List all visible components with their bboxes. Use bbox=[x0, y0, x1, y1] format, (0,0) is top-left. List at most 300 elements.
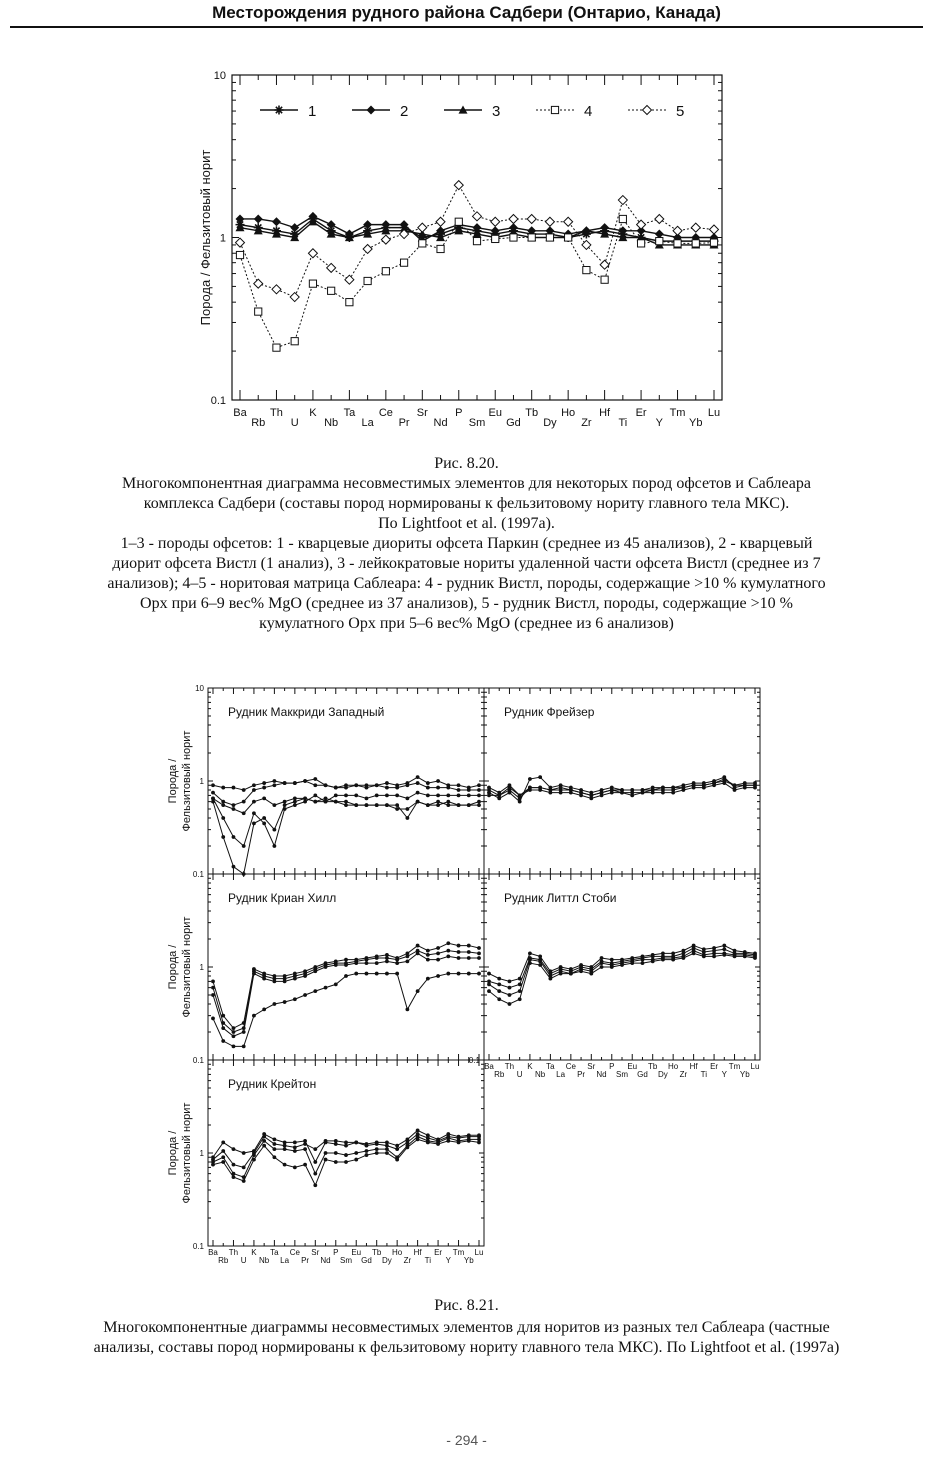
y-axis-label: Порода / bbox=[167, 944, 179, 990]
data-point bbox=[385, 794, 389, 798]
data-point bbox=[641, 958, 645, 962]
x-tick-label: Dy bbox=[382, 1256, 392, 1265]
fig1-caption-line: анализов); 4–5 - норитовая матрица Саблеара: 4 - рудник Вистл, породы, содержащие >10 % кумулатного bbox=[107, 575, 826, 592]
data-point bbox=[375, 803, 379, 807]
data-point bbox=[303, 993, 307, 997]
data-point bbox=[242, 1179, 246, 1183]
data-point bbox=[365, 803, 369, 807]
data-point bbox=[345, 275, 354, 284]
series-line bbox=[213, 974, 479, 1047]
data-point bbox=[334, 982, 338, 986]
data-point bbox=[436, 1142, 440, 1146]
data-point bbox=[620, 791, 624, 795]
data-point bbox=[583, 267, 590, 274]
data-point bbox=[262, 1008, 266, 1012]
data-point bbox=[221, 803, 225, 807]
figure-8-21-chart bbox=[150, 678, 780, 1288]
x-tick-label: Zr bbox=[679, 1070, 688, 1079]
x-tick-label: Sr bbox=[587, 1062, 596, 1071]
data-point bbox=[710, 239, 717, 246]
data-point bbox=[467, 972, 471, 976]
data-point bbox=[221, 816, 225, 820]
data-point bbox=[528, 234, 535, 241]
data-point bbox=[600, 791, 604, 795]
data-point bbox=[743, 955, 747, 959]
data-point bbox=[232, 1026, 236, 1030]
data-point bbox=[334, 963, 338, 967]
data-point bbox=[436, 217, 445, 226]
x-tick-label: Y bbox=[721, 1070, 727, 1079]
sample-series bbox=[211, 791, 481, 848]
data-point bbox=[375, 794, 379, 798]
data-point bbox=[497, 989, 501, 993]
data-point bbox=[600, 260, 609, 269]
data-point bbox=[211, 993, 215, 997]
data-point bbox=[221, 1155, 225, 1159]
data-point bbox=[365, 1153, 369, 1157]
data-point bbox=[262, 781, 266, 785]
data-point bbox=[674, 240, 681, 247]
data-point bbox=[418, 223, 427, 232]
data-point bbox=[303, 974, 307, 978]
data-point bbox=[528, 786, 532, 790]
x-tick-label: Yb bbox=[739, 1070, 750, 1079]
data-point bbox=[710, 225, 719, 234]
data-point bbox=[446, 941, 450, 945]
data-point bbox=[527, 214, 536, 223]
data-point bbox=[293, 1141, 297, 1145]
data-point bbox=[211, 980, 215, 984]
fig2-caption bbox=[8, 1318, 925, 1358]
legend-label: 4 bbox=[584, 103, 593, 120]
data-point bbox=[610, 788, 614, 792]
x-tick-label: La bbox=[556, 1070, 566, 1079]
data-point bbox=[262, 977, 266, 981]
data-point bbox=[303, 1163, 307, 1167]
x-tick-label: Rb bbox=[251, 417, 266, 429]
data-point bbox=[272, 1142, 276, 1146]
data-point bbox=[313, 969, 317, 973]
x-tick-label: Tb bbox=[372, 1248, 382, 1257]
y-tick-label: 0.1 bbox=[210, 395, 226, 407]
data-point bbox=[546, 234, 553, 241]
x-tick-label: U bbox=[516, 1070, 523, 1079]
data-point bbox=[446, 1139, 450, 1143]
data-point bbox=[446, 794, 450, 798]
data-point bbox=[232, 1175, 236, 1179]
data-point bbox=[221, 800, 225, 804]
data-point bbox=[477, 803, 481, 807]
data-point bbox=[262, 1144, 266, 1148]
data-point bbox=[477, 956, 481, 960]
data-point bbox=[313, 800, 317, 804]
y-axis-label: Порода / Фельзитовый норит bbox=[198, 149, 213, 326]
x-tick-label: Tm bbox=[669, 407, 686, 419]
data-point bbox=[457, 956, 461, 960]
panel bbox=[484, 874, 760, 1079]
data-point bbox=[559, 972, 563, 976]
legend-label: 1 bbox=[308, 103, 317, 120]
data-point bbox=[673, 226, 682, 235]
data-point bbox=[381, 235, 390, 244]
x-tick-label: Th bbox=[228, 1248, 239, 1257]
data-point bbox=[375, 1151, 379, 1155]
x-tick-label: Er bbox=[635, 407, 647, 419]
data-point bbox=[497, 982, 501, 986]
data-point bbox=[375, 961, 379, 965]
y-tick-label: 1 bbox=[219, 232, 226, 245]
data-point bbox=[385, 1147, 389, 1151]
data-point bbox=[344, 800, 348, 804]
data-point bbox=[395, 1158, 399, 1162]
data-point bbox=[273, 344, 280, 351]
data-point bbox=[242, 1030, 246, 1034]
data-point bbox=[455, 218, 462, 225]
data-point bbox=[303, 800, 307, 804]
data-point bbox=[313, 1147, 317, 1151]
data-point bbox=[365, 972, 369, 976]
panel bbox=[484, 688, 760, 874]
data-point bbox=[548, 977, 552, 981]
data-point bbox=[446, 955, 450, 959]
panel-title: Рудник Фрейзер bbox=[504, 705, 595, 719]
y-axis-label: Порода / bbox=[167, 1130, 179, 1176]
data-point bbox=[395, 803, 399, 807]
data-point bbox=[467, 956, 471, 960]
data-point bbox=[446, 949, 450, 953]
data-point bbox=[242, 811, 246, 815]
data-point bbox=[467, 794, 471, 798]
y-tick-label: 1 bbox=[199, 1149, 204, 1158]
x-tick-label: Ba bbox=[233, 407, 247, 419]
panel-title: Рудник Литтл Стоби bbox=[504, 891, 617, 905]
x-tick-label: Th bbox=[270, 407, 283, 419]
data-point bbox=[354, 1158, 358, 1162]
data-point bbox=[272, 1147, 276, 1151]
data-point bbox=[272, 1155, 276, 1159]
data-point bbox=[293, 781, 297, 785]
data-point bbox=[436, 786, 440, 790]
data-point bbox=[313, 783, 317, 787]
x-tick-label: Ba bbox=[484, 1062, 494, 1071]
data-point bbox=[436, 958, 440, 962]
x-tick-label: Nb bbox=[259, 1256, 270, 1265]
data-point bbox=[712, 955, 716, 959]
data-point bbox=[313, 1172, 317, 1176]
y-axis-label: Фельзитовый норит bbox=[181, 730, 193, 832]
data-point bbox=[446, 800, 450, 804]
data-point bbox=[293, 1145, 297, 1149]
data-point bbox=[272, 1138, 276, 1142]
data-point bbox=[467, 950, 471, 954]
panel bbox=[208, 688, 484, 876]
data-point bbox=[753, 956, 757, 960]
data-point bbox=[303, 779, 307, 783]
data-point bbox=[385, 1151, 389, 1155]
data-point bbox=[569, 788, 573, 792]
data-point bbox=[477, 972, 481, 976]
data-point bbox=[365, 958, 369, 962]
data-point bbox=[293, 796, 297, 800]
data-point bbox=[252, 1158, 256, 1162]
data-point bbox=[467, 803, 471, 807]
data-point bbox=[419, 240, 426, 247]
data-point bbox=[255, 308, 262, 315]
data-point bbox=[293, 997, 297, 1001]
x-tick-label: Nb bbox=[535, 1070, 546, 1079]
data-point bbox=[344, 974, 348, 978]
data-point bbox=[457, 944, 461, 948]
data-point bbox=[308, 249, 317, 258]
data-point bbox=[477, 1141, 481, 1145]
data-point bbox=[641, 791, 645, 795]
data-point bbox=[283, 781, 287, 785]
data-point bbox=[354, 961, 358, 965]
data-point bbox=[722, 953, 726, 957]
y-tick-label: 0.1 bbox=[192, 1242, 204, 1251]
data-point bbox=[324, 965, 328, 969]
legend-label: 5 bbox=[676, 103, 685, 120]
data-point bbox=[487, 982, 491, 986]
data-point bbox=[364, 277, 371, 284]
fig1-caption-line: кумулатного Opx при 5–6 вес% MgO (среднее из 6 анализов) bbox=[259, 615, 674, 632]
x-tick-label: Eu bbox=[351, 1248, 362, 1257]
data-point bbox=[467, 944, 471, 948]
data-point bbox=[232, 807, 236, 811]
x-tick-label: Pr bbox=[398, 417, 410, 429]
data-point bbox=[395, 807, 399, 811]
data-point bbox=[538, 959, 542, 963]
data-point bbox=[395, 786, 399, 790]
data-point bbox=[313, 777, 317, 781]
data-point bbox=[232, 1030, 236, 1034]
x-tick-label: Gd bbox=[506, 417, 521, 429]
x-tick-label: Sr bbox=[311, 1248, 320, 1257]
data-point bbox=[211, 800, 215, 804]
data-point bbox=[303, 796, 307, 800]
data-point bbox=[641, 961, 645, 965]
data-point bbox=[344, 1141, 348, 1145]
data-point bbox=[405, 955, 409, 959]
panel bbox=[208, 874, 484, 1060]
data-point bbox=[232, 1034, 236, 1038]
data-point bbox=[382, 268, 389, 275]
x-tick-label: Ho bbox=[561, 407, 576, 419]
data-point bbox=[655, 214, 664, 223]
data-point bbox=[559, 786, 563, 790]
data-point bbox=[436, 794, 440, 798]
data-point bbox=[405, 959, 409, 963]
data-point bbox=[620, 963, 624, 967]
data-point bbox=[252, 811, 256, 815]
data-point bbox=[327, 263, 336, 272]
data-point bbox=[569, 972, 573, 976]
data-point bbox=[651, 959, 655, 963]
data-point bbox=[477, 788, 481, 792]
data-point bbox=[334, 800, 338, 804]
data-point bbox=[334, 1151, 338, 1155]
data-point bbox=[457, 972, 461, 976]
data-point bbox=[252, 788, 256, 792]
x-tick-label: Ti bbox=[618, 417, 628, 429]
data-point bbox=[508, 791, 512, 795]
x-tick-label: U bbox=[290, 417, 299, 429]
x-tick-label: Lu bbox=[750, 1062, 760, 1071]
data-point bbox=[242, 844, 246, 848]
data-point bbox=[538, 786, 542, 790]
data-point bbox=[344, 963, 348, 967]
data-point bbox=[283, 1147, 287, 1151]
data-point bbox=[254, 214, 263, 223]
data-point bbox=[283, 980, 287, 984]
data-point bbox=[344, 1160, 348, 1164]
data-point bbox=[293, 977, 297, 981]
data-point bbox=[589, 972, 593, 976]
panel-title: Рудник Крейтон bbox=[228, 1077, 317, 1091]
data-point bbox=[313, 794, 317, 798]
data-point bbox=[518, 997, 522, 1001]
legend-marker bbox=[275, 106, 284, 115]
data-point bbox=[236, 251, 243, 258]
sample-series bbox=[211, 796, 481, 819]
data-point bbox=[691, 223, 700, 232]
data-point bbox=[416, 989, 420, 993]
fig2-number: Рис. 8.21. bbox=[434, 1297, 499, 1314]
data-point bbox=[303, 1142, 307, 1146]
data-point bbox=[262, 786, 266, 790]
legend bbox=[260, 103, 684, 120]
data-point bbox=[559, 791, 563, 795]
data-point bbox=[457, 950, 461, 954]
data-point bbox=[375, 783, 379, 787]
x-tick-label: Tb bbox=[525, 407, 539, 419]
data-point bbox=[416, 1128, 420, 1132]
data-point bbox=[457, 783, 461, 787]
data-point bbox=[610, 958, 614, 962]
x-tick-label: Nd bbox=[433, 417, 448, 429]
data-point bbox=[252, 800, 256, 804]
data-point bbox=[291, 338, 298, 345]
x-tick-label: Gd bbox=[361, 1256, 372, 1265]
x-tick-label: U bbox=[240, 1256, 247, 1265]
data-point bbox=[395, 1144, 399, 1148]
data-point bbox=[457, 788, 461, 792]
data-point bbox=[262, 796, 266, 800]
data-point bbox=[232, 865, 236, 869]
data-point bbox=[538, 775, 542, 779]
x-tick-label: Ho bbox=[668, 1062, 679, 1071]
data-point bbox=[211, 783, 215, 787]
data-point bbox=[753, 786, 757, 790]
x-tick-label: Sr bbox=[416, 407, 428, 419]
data-point bbox=[656, 238, 663, 245]
data-point bbox=[405, 816, 409, 820]
x-tick-label: Zr bbox=[403, 1256, 412, 1265]
data-point bbox=[400, 259, 407, 266]
data-point bbox=[497, 997, 501, 1001]
data-point bbox=[252, 972, 256, 976]
data-point bbox=[477, 946, 481, 950]
data-point bbox=[313, 1183, 317, 1187]
data-point bbox=[363, 244, 372, 253]
data-point bbox=[293, 800, 297, 804]
fig1-caption-line: диорит офсета Вистл (1 анализ), 3 - лейкократовые нориты удаленной части офсета Вистл (среднее из 7 bbox=[112, 555, 821, 572]
data-point bbox=[293, 1149, 297, 1153]
data-point bbox=[457, 803, 461, 807]
legend-marker bbox=[551, 106, 558, 113]
data-point bbox=[651, 955, 655, 959]
data-point bbox=[426, 977, 430, 981]
data-point bbox=[232, 835, 236, 839]
data-point bbox=[405, 807, 409, 811]
data-point bbox=[733, 955, 737, 959]
data-point bbox=[354, 972, 358, 976]
data-point bbox=[753, 781, 757, 785]
data-point bbox=[508, 783, 512, 787]
data-point bbox=[262, 822, 266, 826]
data-point bbox=[344, 1144, 348, 1148]
data-point bbox=[385, 1144, 389, 1148]
fig2-caption-line: Многокомпонентные диаграммы несовместимых элементов для норитов из разных тел Саблеара (частные bbox=[103, 1319, 830, 1336]
data-point bbox=[283, 800, 287, 804]
data-point bbox=[272, 844, 276, 848]
data-point bbox=[395, 961, 399, 965]
data-point bbox=[395, 794, 399, 798]
data-point bbox=[221, 1039, 225, 1043]
data-point bbox=[405, 1145, 409, 1149]
data-point bbox=[477, 783, 481, 787]
data-point bbox=[671, 958, 675, 962]
fig1-caption-line: 1–3 - породы офсетов: 1 - кварцевые диориты офсета Паркин (среднее из 45 анализов), 2 - кварцевый bbox=[120, 535, 813, 552]
x-tick-label: Th bbox=[504, 1062, 515, 1071]
data-point bbox=[313, 989, 317, 993]
y-axis-label: Фельзитовый норит bbox=[181, 916, 193, 1018]
x-tick-label: Pr bbox=[577, 1070, 586, 1079]
data-point bbox=[518, 989, 522, 993]
data-point bbox=[252, 822, 256, 826]
data-point bbox=[497, 977, 501, 981]
page-number: - 294 - bbox=[446, 1432, 487, 1448]
data-point bbox=[692, 783, 696, 787]
data-point bbox=[722, 779, 726, 783]
data-point bbox=[221, 786, 225, 790]
x-tick-label: Ta bbox=[343, 407, 356, 419]
data-point bbox=[661, 958, 665, 962]
data-point bbox=[293, 1166, 297, 1170]
x-tick-label: K bbox=[251, 1248, 257, 1257]
data-point bbox=[211, 791, 215, 795]
data-point bbox=[211, 986, 215, 990]
data-point bbox=[416, 952, 420, 956]
data-point bbox=[395, 958, 399, 962]
data-point bbox=[344, 786, 348, 790]
data-point bbox=[328, 287, 335, 294]
x-tick-label: La bbox=[280, 1256, 290, 1265]
data-point bbox=[487, 786, 491, 790]
fig1-caption bbox=[8, 474, 925, 634]
data-point bbox=[437, 245, 444, 252]
data-point bbox=[600, 961, 604, 965]
x-tick-label: Tm bbox=[452, 1248, 465, 1257]
data-point bbox=[618, 196, 627, 205]
data-point bbox=[545, 217, 554, 226]
y-tick-label: 10 bbox=[195, 684, 204, 693]
data-point bbox=[487, 794, 491, 798]
data-point bbox=[601, 276, 608, 283]
data-point bbox=[681, 786, 685, 790]
data-point bbox=[743, 781, 747, 785]
data-point bbox=[283, 1163, 287, 1167]
